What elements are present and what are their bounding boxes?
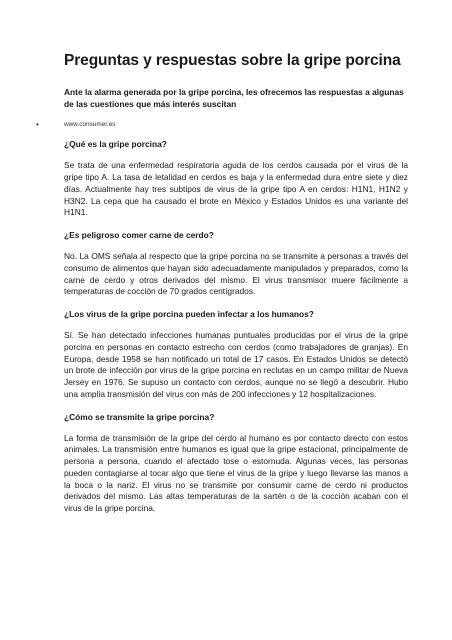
source-item [36, 120, 408, 130]
page-title: Preguntas y respuestas sobre la gripe porcina [64, 52, 401, 69]
lead-paragraph: Ante la alarma generada por la gripe porcina, les ofrecemos las respuestas a algunas de las cuestiones que más interés suscitan [64, 86, 404, 109]
answer-paragraph: La forma de transmisión de la gripe del cerdo al humano es por contacto directo con estos animales. La transmisión entre humanos es igual que la gripe estacional, principalmente de persona a persona, cuando el afectado tose o estornuda. Algunas veces, las personas pueden contagiarse al tocar algo que tiene el virus de la gripe y luego llevarse las manos a la boca o la nariz. El virus no se transmite por consumir carne de cerdo ni productos derivados del mismo. Las altas temperaturas de la sartén o de la cocción acaban con el virus de la gripe porcina. [64, 432, 408, 514]
question-heading: ¿Es peligroso comer carne de cerdo? [64, 230, 214, 241]
question-heading: ¿Cómo se transmite la gripe porcina? [64, 411, 215, 422]
bullet-icon: • [36, 120, 39, 130]
source-link[interactable]: www.consumer.es [64, 121, 116, 129]
answer-paragraph: Se trata de una enfermedad respiratoria aguda de los cerdos causada por el virus de la gripe tipo A. La tasa de letalidad en cerdos es baja y la enfermedad dura entre siete y diez días. Actualmente hay tres subtipos de virus de la gripe tipo A en cerdos: H1N1, H1N2 y H3N2. La cepa que ha causado el brote en México y Estados Unidos es una variante del H1N1. [64, 160, 408, 218]
question-heading: ¿Qué es la gripe porcina? [64, 139, 167, 150]
question-heading: ¿Los virus de la gripe porcina pueden infectar a los humanos? [64, 309, 314, 320]
answer-paragraph: Sí. Se han detectado infecciones humanas puntuales producidas por el virus de la gripe porcina en personas en contacto estrecho con cerdos (como trabajadores de granjas). En Europa, desde 1958 se han notificado un total de 17 casos. En Estados Unidos se detectó un brote de infección por virus de la gripe porcina en reclutas en un campo militar de Nueva Jersey en 1976. Se supuso un contacto con cerdos, aunque no se llegó a descubrir. Hubo una amplia transmisión del virus con más de 200 infecciones y 12 hospitalizaciones. [64, 330, 408, 399]
answer-paragraph: No. La OMS señala al respecto que la gripe porcina no se transmite a personas a través del consumo de alimentos que hayan sido adecuadamente manipulados y preparados, como la carne de cerdo y otros derivados del mismo. El virus transmisor muere fácilmente a temperaturas de cocción de 70 grados centígrados. [64, 251, 408, 297]
